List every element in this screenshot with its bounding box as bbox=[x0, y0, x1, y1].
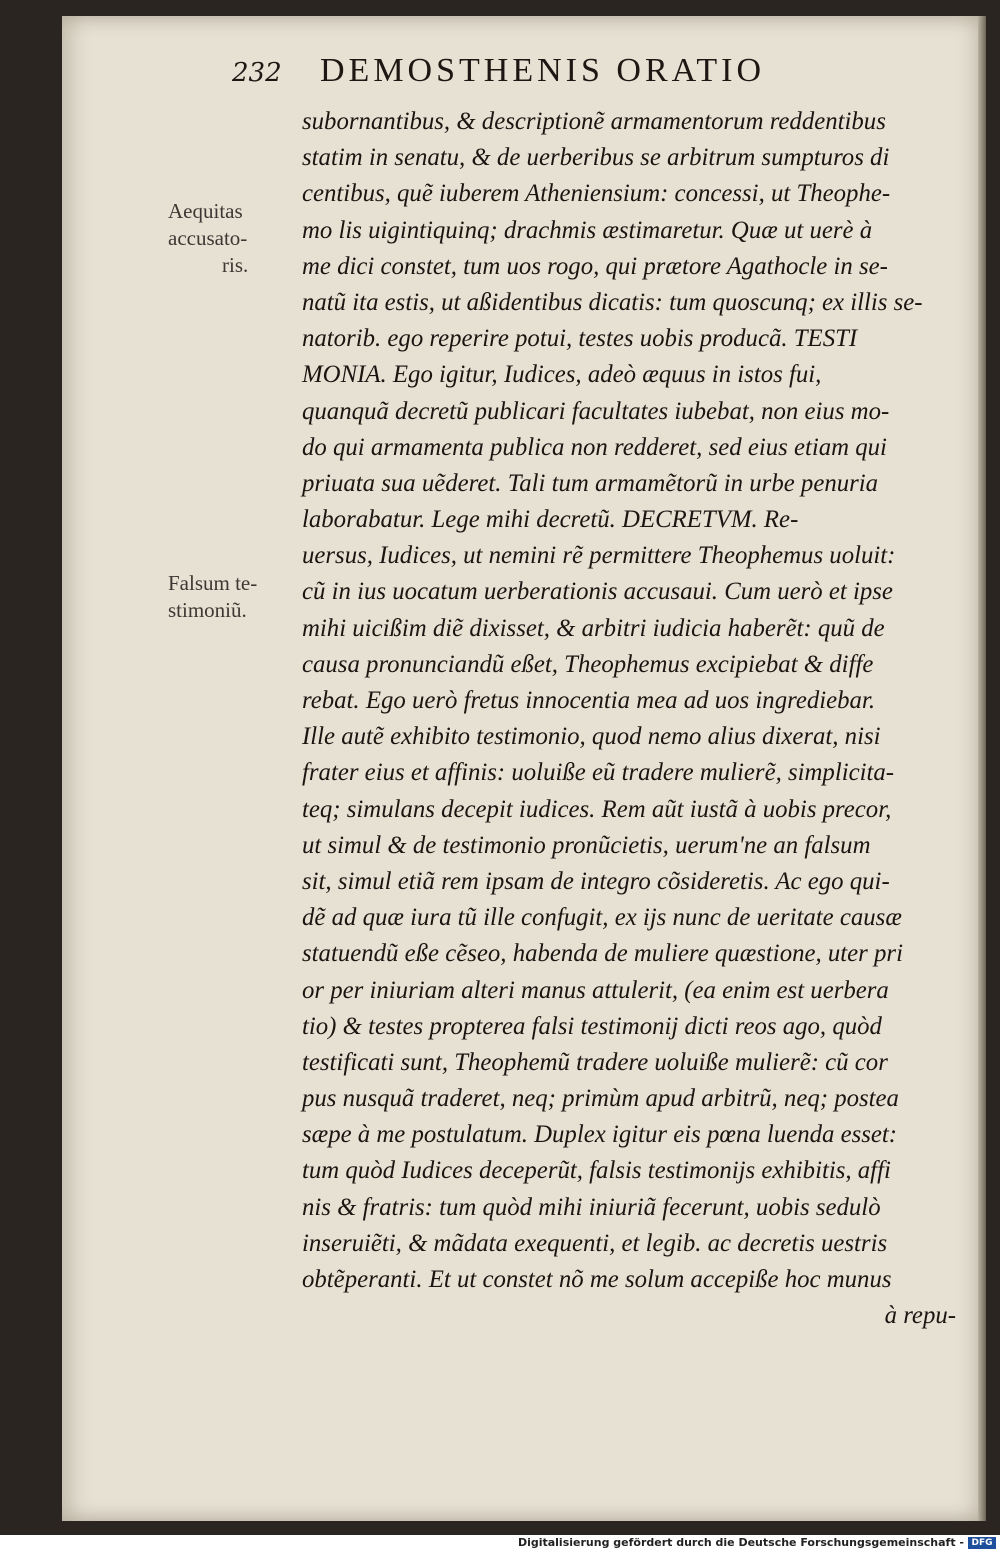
text-line: subornantibus, & descriptionẽ armamentorum reddentibus bbox=[302, 108, 886, 135]
text-line: inseruiẽti, & mãdata exequenti, et legib. ac decretis uestris bbox=[302, 1229, 888, 1257]
text-line: statuendũ eße cẽseo, habenda de muliere quæstione, uter pri bbox=[302, 940, 903, 968]
text-line: natorib. ego reperire potui, testes uobis producã. TESTI bbox=[302, 325, 858, 353]
text-line: rebat. Ego uerò fretus innocentia mea ad uos ingrediebar. bbox=[302, 687, 876, 714]
text-line: sit, simul etiã rem ipsam de integro cõsideretis. Ac ego qui- bbox=[302, 867, 890, 895]
text-line: nis & fratris: tum quòd mihi iniuriã fecerunt, uobis sedulò bbox=[302, 1193, 881, 1221]
text-line: dẽ ad quæ iura tũ ille confugit, ex ijs nunc de ueritate causæ bbox=[302, 904, 902, 932]
text-line: MONIA. Ego igitur, Iudices, adeò æquus in istos fui, bbox=[302, 361, 822, 389]
text-line: mo lis uigintiquinq; drachmis æstimaretur. Quæ ut uerè à bbox=[302, 216, 873, 244]
dfg-logo: DFG bbox=[968, 1537, 996, 1549]
text-line: mihi uicißim diẽ dixisset, & arbitri iudicia haberẽt: quũ de bbox=[302, 614, 885, 642]
marginal-note-line: accusato- bbox=[168, 226, 248, 250]
text-line: cũ in ius uocatum uerberationis accusaui. Cum uerò et ipse bbox=[302, 578, 893, 606]
text-line: laborabatur. Lege mihi decretũ. DECRETVM. Re- bbox=[302, 506, 799, 534]
text-line: centibus, quẽ iuberem Atheniensium: concessi, ut Theophe- bbox=[302, 180, 891, 208]
text-line: obtẽperanti. Et ut constet nõ me solum accepiße hoc munus bbox=[302, 1266, 892, 1293]
text-line: statim in senatu, & de uerberibus se arbitrum sumpturos di bbox=[302, 144, 890, 172]
marginal-note-aequitas bbox=[168, 198, 286, 279]
text-line: natũ ita estis, ut aßidentibus dicatis: tum quoscunq; ex illis se- bbox=[302, 288, 923, 316]
page-number: 232 bbox=[232, 58, 282, 88]
text-line: do qui armamenta publica non redderet, sed eius etiam qui bbox=[302, 433, 887, 461]
text-line: ut simul & de testimonio pronũcietis, uerum'ne an falsum bbox=[302, 831, 871, 859]
text-line: uersus, Iudices, ut nemini rẽ permittere Theophemus uoluit: bbox=[302, 542, 896, 570]
running-head: DEMOSTHENIS ORATIO bbox=[320, 52, 766, 89]
text-line: teq; simulans decepit iudices. Rem aũt iustã à uobis precor, bbox=[302, 795, 892, 823]
text-line: sæpe à me postulatum. Duplex igitur eis pœna luenda esset: bbox=[302, 1121, 898, 1149]
text-line: Ille autẽ exhibito testimonio, quod nemo alius dixerat, nisi bbox=[302, 723, 881, 751]
text-line: tum quòd Iudices deceperũt, falsis testimonijs exhibitis, affi bbox=[302, 1157, 891, 1185]
marginal-note-falsum bbox=[168, 570, 286, 624]
text-line: me dici constet, tum uos rogo, qui prætore Agathocle in se- bbox=[302, 252, 888, 280]
text-line: causa pronunciandũ eßet, Theophemus excipiebat & diffe bbox=[302, 650, 874, 678]
footer-bar bbox=[0, 1535, 1000, 1551]
text-line: testificati sunt, Theophemũ tradere uoluiße mulierẽ: cũ cor bbox=[302, 1048, 888, 1076]
text-line: or per iniuriam alteri manus attulerit, (ea enim est uerbera bbox=[302, 976, 889, 1004]
body-text bbox=[302, 104, 962, 1334]
text-line: quanquã decretũ publicari facultates iubebat, non eius mo- bbox=[302, 397, 890, 425]
page-header bbox=[232, 52, 882, 98]
text-line: priuata sua uẽderet. Tali tum armamẽtorũ in urbe penuria bbox=[302, 469, 879, 497]
text-line: frater eius et affinis: uoluiße eũ tradere mulierẽ, simplicita- bbox=[302, 759, 895, 787]
marginal-note-line: stimoniũ. bbox=[168, 598, 247, 622]
catchword: à repu- bbox=[884, 1302, 956, 1330]
marginal-note-line: Aequitas bbox=[168, 199, 243, 223]
text-line: tio) & testes propterea falsi testimonij dicti reos ago, quòd bbox=[302, 1012, 882, 1040]
text-line: pus nusquã traderet, neq; primùm apud arbitrũ, neq; postea bbox=[302, 1085, 899, 1113]
marginal-note-line: Falsum te- bbox=[168, 571, 258, 595]
funding-notice: Digitalisierung gefördert durch die Deutsche Forschungsgemeinschaft - bbox=[517, 1536, 964, 1549]
page-edge-shadow bbox=[978, 16, 986, 1521]
marginal-note-line: ris. bbox=[222, 253, 249, 277]
